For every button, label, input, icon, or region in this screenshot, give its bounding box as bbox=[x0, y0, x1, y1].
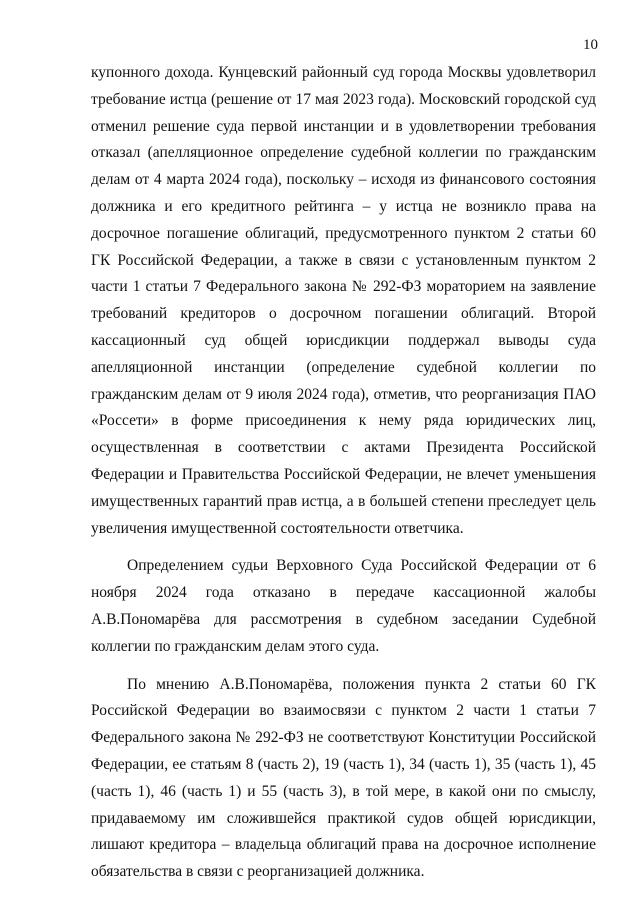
paragraph-1: купонного дохода. Кунцевский районный суд города Москвы удовлетворил требование истца (решение от 17 мая 2023 года). Московский городской суд отменил решение суда первой инстанции и в удовлетворении требования отказал (апелляционное определение судебной коллегии по гражданским делам от 4 марта 2024 года), поскольку – исходя из финансового состояния должника и его кредитного рейтинга – у истца не возникло права на досрочное погашение облигаций, предусмотренного пунктом 2 статьи 60 ГК Российской Федерации, а также в связи с установленным пунктом 2 части 1 статьи 7 Федерального закона № 292-ФЗ мораторием на заявление требований кредиторов о досрочном погашении облигаций. Второй кассационный суд общей юрисдикции поддержал выводы суда апелляционной инстанции (определение судебной коллегии по гражданским делам от 9 июля 2024 года), отметив, что реорганизация ПАО «Россети» в форме присоединения к нему ряда юридических лиц, осуществленная в соответствии с актами Президента Российской Федерации и Правительства Российской Федерации, не влечет уменьшения имущественных гарантий прав истца, а в большей степени преследует цель увеличения имущественной состоятельности ответчика. bbox=[91, 64, 596, 537]
page-number: 10 bbox=[583, 37, 598, 53]
paragraph-2: Определением судьи Верховного Суда Российской Федерации от 6 ноября 2024 года отказано в передаче кассационной жалобы А.В.Пономарёва для рассмотрения в судебном заседании Судебной коллегии по гражданским делам этого суда. bbox=[91, 557, 596, 655]
paragraph-3: По мнению А.В.Пономарёва, положения пункта 2 статьи 60 ГК Российской Федерации во взаимосвязи с пунктом 2 части 1 статьи 7 Федерального закона № 292-ФЗ не соответствуют Конституции Российской Федерации, ее статьям 8 (часть 2), 19 (часть 1), 34 (часть 1), 35 (часть 1), 45 (часть 1), 46 (часть 1) и 55 (часть 3), в той мере, в какой они по смыслу, придаваемому им сложившейся практикой судов общей юрисдикции, лишают кредитора – владельца облигаций права на досрочное исполнение обязательства в связи с реорганизацией должника. bbox=[91, 675, 596, 881]
document-body bbox=[91, 60, 596, 897]
